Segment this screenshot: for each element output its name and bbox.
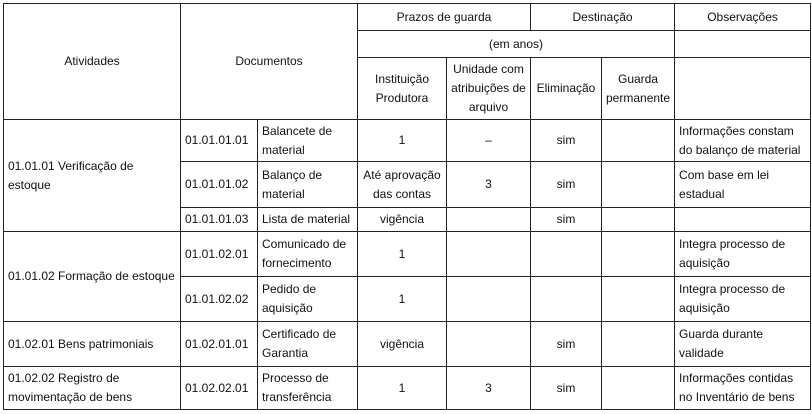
documento-cell: Lista de material [258,208,358,232]
header-instituicao: Instituição Produtora [358,58,447,120]
instituicao-cell: vigência [358,208,447,232]
unidade-cell: 3 [447,367,531,410]
guarda-cell [602,367,675,410]
table-row [4,120,811,162]
eliminacao-cell: sim [531,322,602,367]
eliminacao-cell: sim [531,367,602,410]
header-documentos: Documentos [181,4,358,120]
instituicao-cell: 1 [358,277,447,322]
obs-cell [675,208,811,232]
eliminacao-cell: sim [531,162,602,208]
guarda-cell [602,322,675,367]
header-guarda: Guarda permanente [602,58,675,120]
header-eliminacao: Eliminação [531,58,602,120]
instituicao-cell: vigência [358,322,447,367]
header-destinacao: Destinação [531,4,675,31]
codigo-cell: 01.01.02.01 [181,232,258,277]
header-prazos: Prazos de guarda [358,4,531,31]
instituicao-cell: Até aprovação das contas [358,162,447,208]
documento-cell: Balanço de material [258,162,358,208]
documento-cell: Pedido de aquisição [258,277,358,322]
guarda-cell [602,162,675,208]
codigo-cell: 01.01.02.02 [181,277,258,322]
obs-cell: Com base em lei estadual [675,162,811,208]
header-atividades: Atividades [4,4,181,120]
obs-cell: Guarda durante validade [675,322,811,367]
documento-cell: Comunicado de fornecimento [258,232,358,277]
guarda-cell [602,277,675,322]
unidade-cell [447,322,531,367]
guarda-cell [602,120,675,162]
table-row [4,322,811,367]
unidade-cell [447,277,531,322]
header-blank [675,31,811,58]
obs-cell: Integra processo de aquisição [675,277,811,322]
obs-cell: Informações contidas no Inventário de bens [675,367,811,410]
atividade-cell: 01.02.02 Registro de movimentação de bens [4,367,181,410]
temporality-table [3,3,811,410]
obs-cell: Informações constam do balanço de material [675,120,811,162]
eliminacao-cell [531,232,602,277]
unidade-cell [447,208,531,232]
codigo-cell: 01.01.01.02 [181,162,258,208]
documento-cell: Certificado de Garantia [258,322,358,367]
codigo-cell: 01.02.02.01 [181,367,258,410]
unidade-cell [447,232,531,277]
header-obs-blank [675,58,811,120]
obs-cell: Integra processo de aquisição [675,232,811,277]
codigo-cell: 01.01.01.01 [181,120,258,162]
atividade-cell: 01.02.01 Bens patrimoniais [4,322,181,367]
atividade-cell: 01.01.01 Verificação de estoque [4,120,181,232]
table-row [4,367,811,410]
instituicao-cell: 1 [358,367,447,410]
instituicao-cell: 1 [358,120,447,162]
eliminacao-cell [531,277,602,322]
unidade-cell: – [447,120,531,162]
eliminacao-cell: sim [531,208,602,232]
instituicao-cell: 1 [358,232,447,277]
codigo-cell: 01.01.01.03 [181,208,258,232]
guarda-cell [602,232,675,277]
documento-cell: Balancete de material [258,120,358,162]
unidade-cell: 3 [447,162,531,208]
atividade-cell: 01.01.02 Formação de estoque [4,232,181,322]
codigo-cell: 01.02.01.01 [181,322,258,367]
header-unidade: Unidade com atribuições de arquivo [447,58,531,120]
eliminacao-cell: sim [531,120,602,162]
header-observacoes: Observações [675,4,811,31]
guarda-cell [602,208,675,232]
table-row [4,232,811,277]
header-em-anos: (em anos) [358,31,675,58]
documento-cell: Processo de transferência [258,367,358,410]
